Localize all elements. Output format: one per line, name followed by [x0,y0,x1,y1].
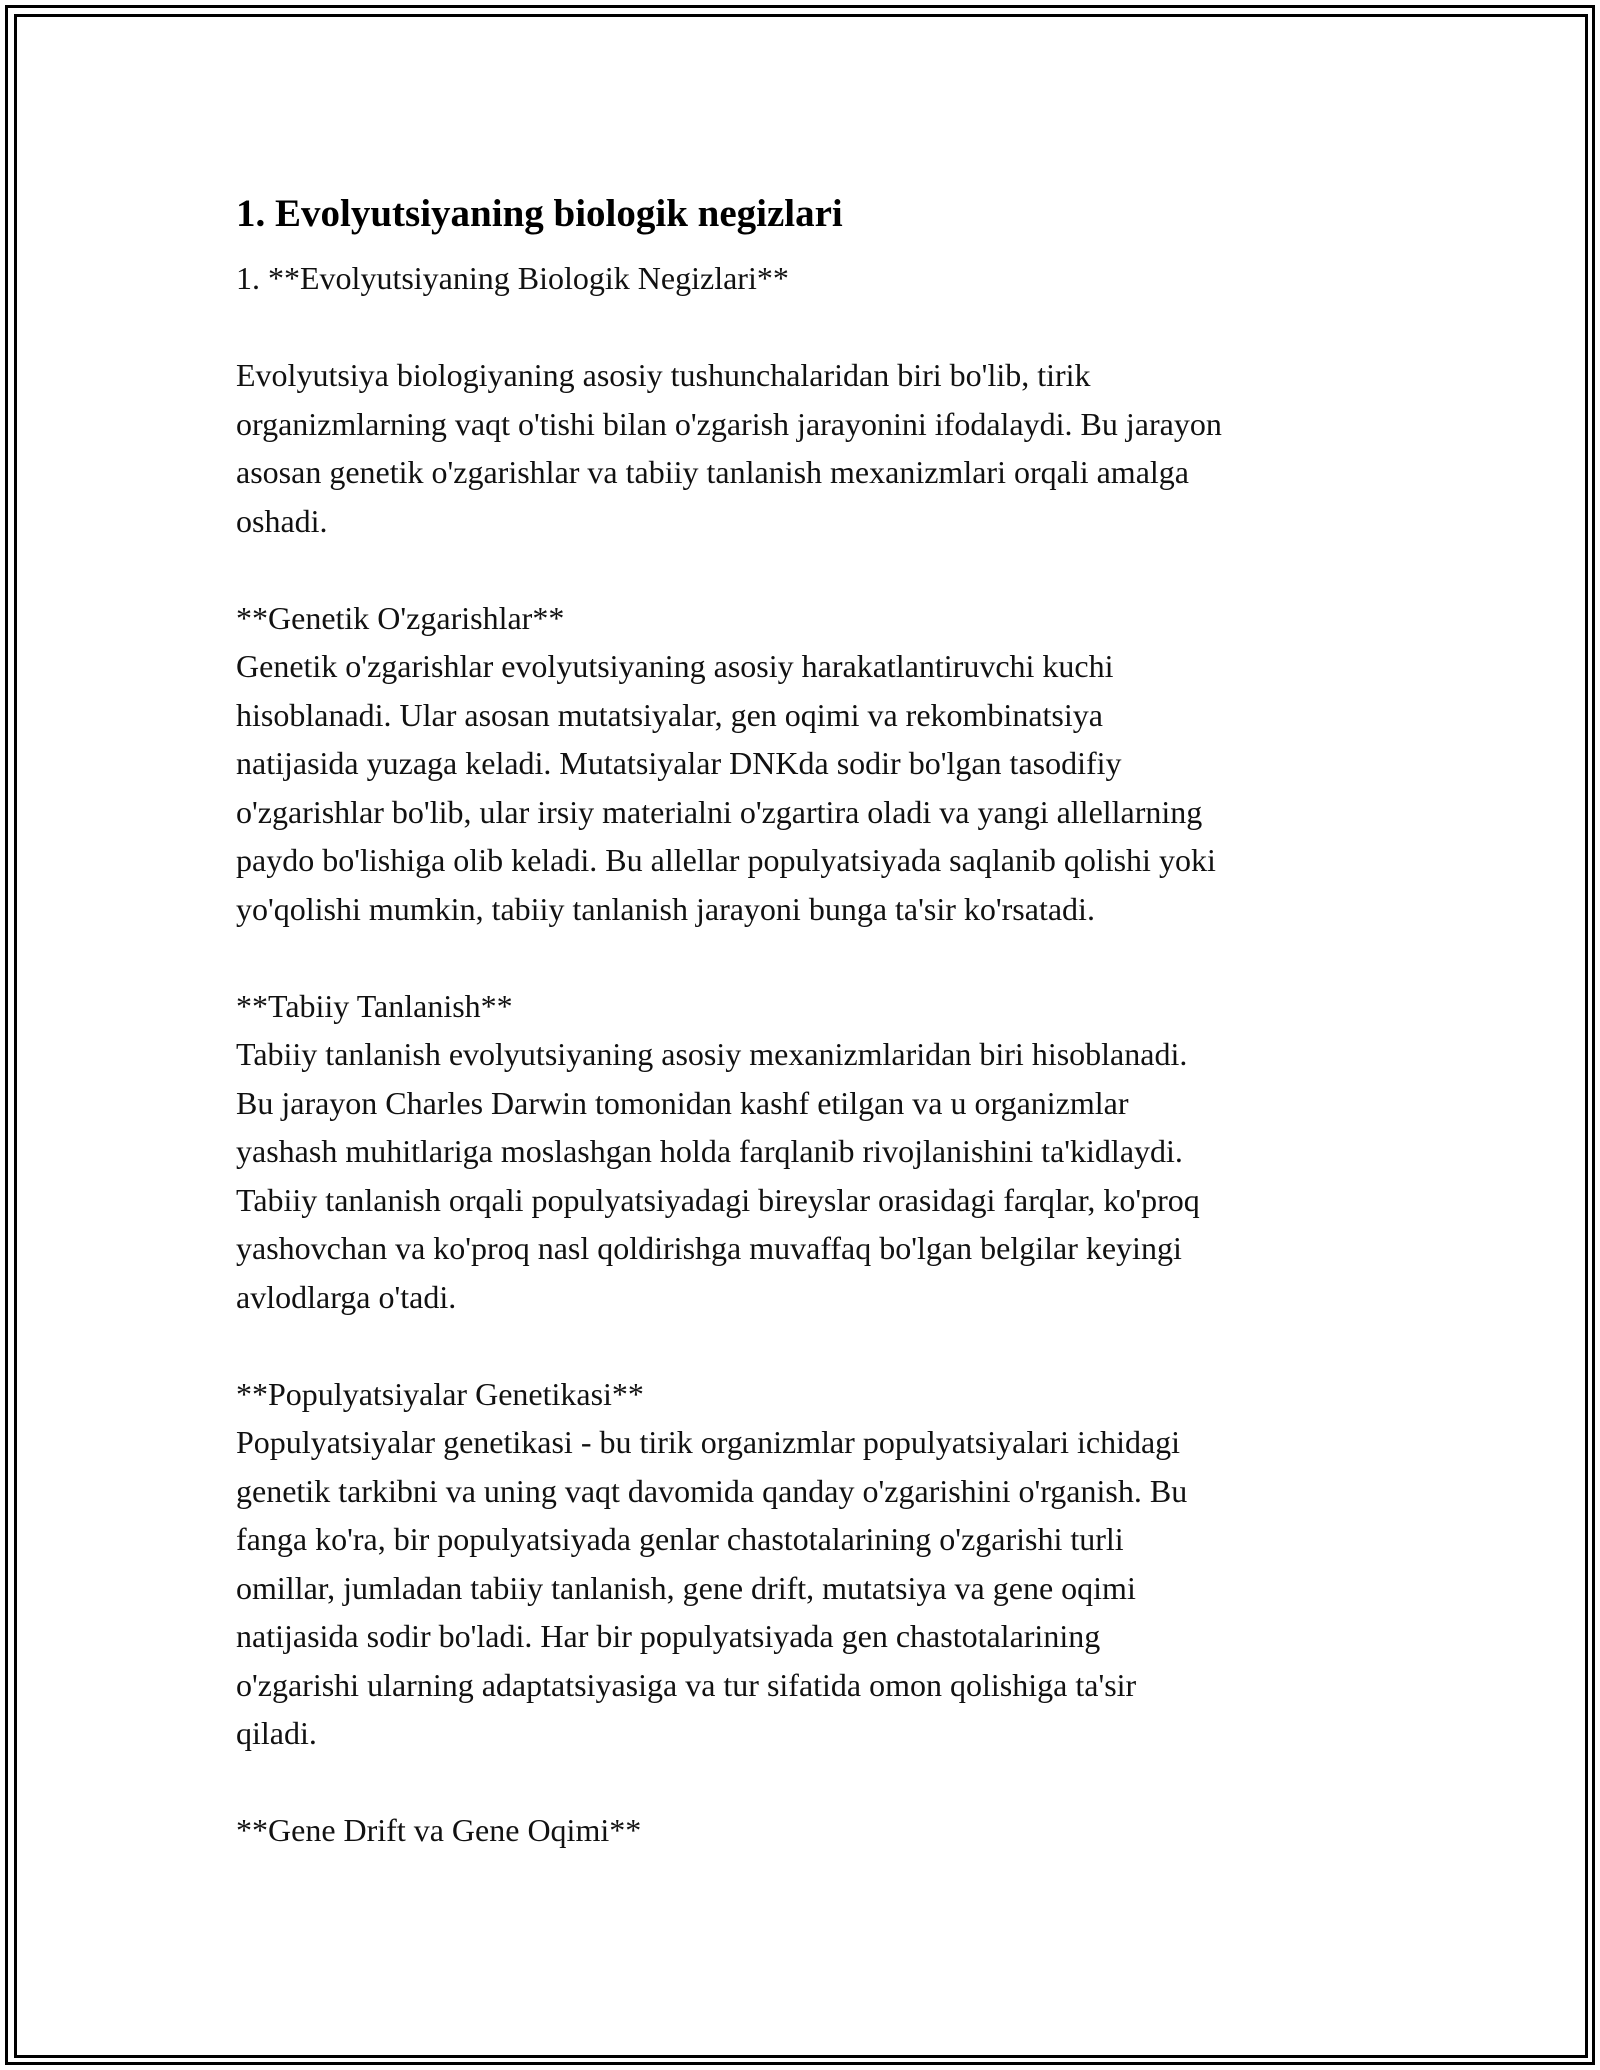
blank-line [236,1321,1376,1370]
natural-selection-paragraph: **Tabiiy Tanlanish** Tabiiy tanlanish evolyutsiyaning asosiy mexanizmlaridan biri hisoblanadi. Bu jarayon Charles Darwin tomonidan kashf etilgan va u organizmlar yashash muhitlariga moslashgan holda farqlanib rivojlanishini ta'kidlaydi. Tabiiy tanlanish orqali populyatsiyadagi bireyslar orasidagi farqlar, ko'proq yashovchan va ko'proq nasl qoldirishga muvaffaq bo'lgan belgilar keyingi avlodlarga o'tadi. [236,987,1200,1315]
intro-paragraph: Evolyutsiya biologiyaning asosiy tushunchalaridan biri bo'lib, tirik organizmlarning vaqt o'tishi bilan o'zgarish jarayonini ifodalaydi. Bu jarayon asosan genetik o'zgarishlar va tabiiy tanlanish mexanizmlari orqali amalga oshadi. [236,357,1222,539]
blank-line [236,545,1376,594]
document-heading: 1. Evolyutsiyaning biologik negizlari [236,192,843,235]
document-body [236,182,1376,1855]
blank-line [236,1758,1376,1807]
genetic-changes-paragraph: **Genetik O'zgarishlar** Genetik o'zgarishlar evolyutsiyaning asosiy harakatlantiruvchi kuchi hisoblanadi. Ular asosan mutatsiyalar, gen oqimi va rekombinatsiya natijasida yuzaga keladi. Mutatsiyalar DNKda sodir bo'lgan tasodifiy o'zgarishlar bo'lib, ular irsiy materialni o'zgartira oladi va yangi allellarning paydo bo'lishiga olib keladi. Bu allellar populyatsiyada saqlanib qolishi yoki yo'qolishi mumkin, tabiiy tanlanish jarayoni bunga ta'sir ko'rsatadi. [236,599,1216,927]
section-title-line: 1. **Evolyutsiyaning Biologik Negizlari** [236,260,789,296]
population-genetics-paragraph: **Populyatsiyalar Genetikasi** Populyatsiyalar genetikasi - bu tirik organizmlar populyatsiyalari ichidagi genetik tarkibni va uning vaqt davomida qanday o'zgarishini o'rganish. Bu fanga ko'ra, bir populyatsiyada genlar chastotalarining o'zgarishi turli omillar, jumladan tabiiy tanlanish, gene drift, mutatsiya va gene oqimi natijasida sodir bo'ladi. Har bir populyatsiyada gen chastotalarining o'zgarishi ularning adaptatsiyasiga va tur sifatida omon qolishiga ta'sir qiladi. [236,1375,1188,1751]
gene-drift-heading-line: **Gene Drift va Gene Oqimi** [236,1812,642,1848]
blank-line [236,933,1376,982]
blank-line [236,303,1376,352]
